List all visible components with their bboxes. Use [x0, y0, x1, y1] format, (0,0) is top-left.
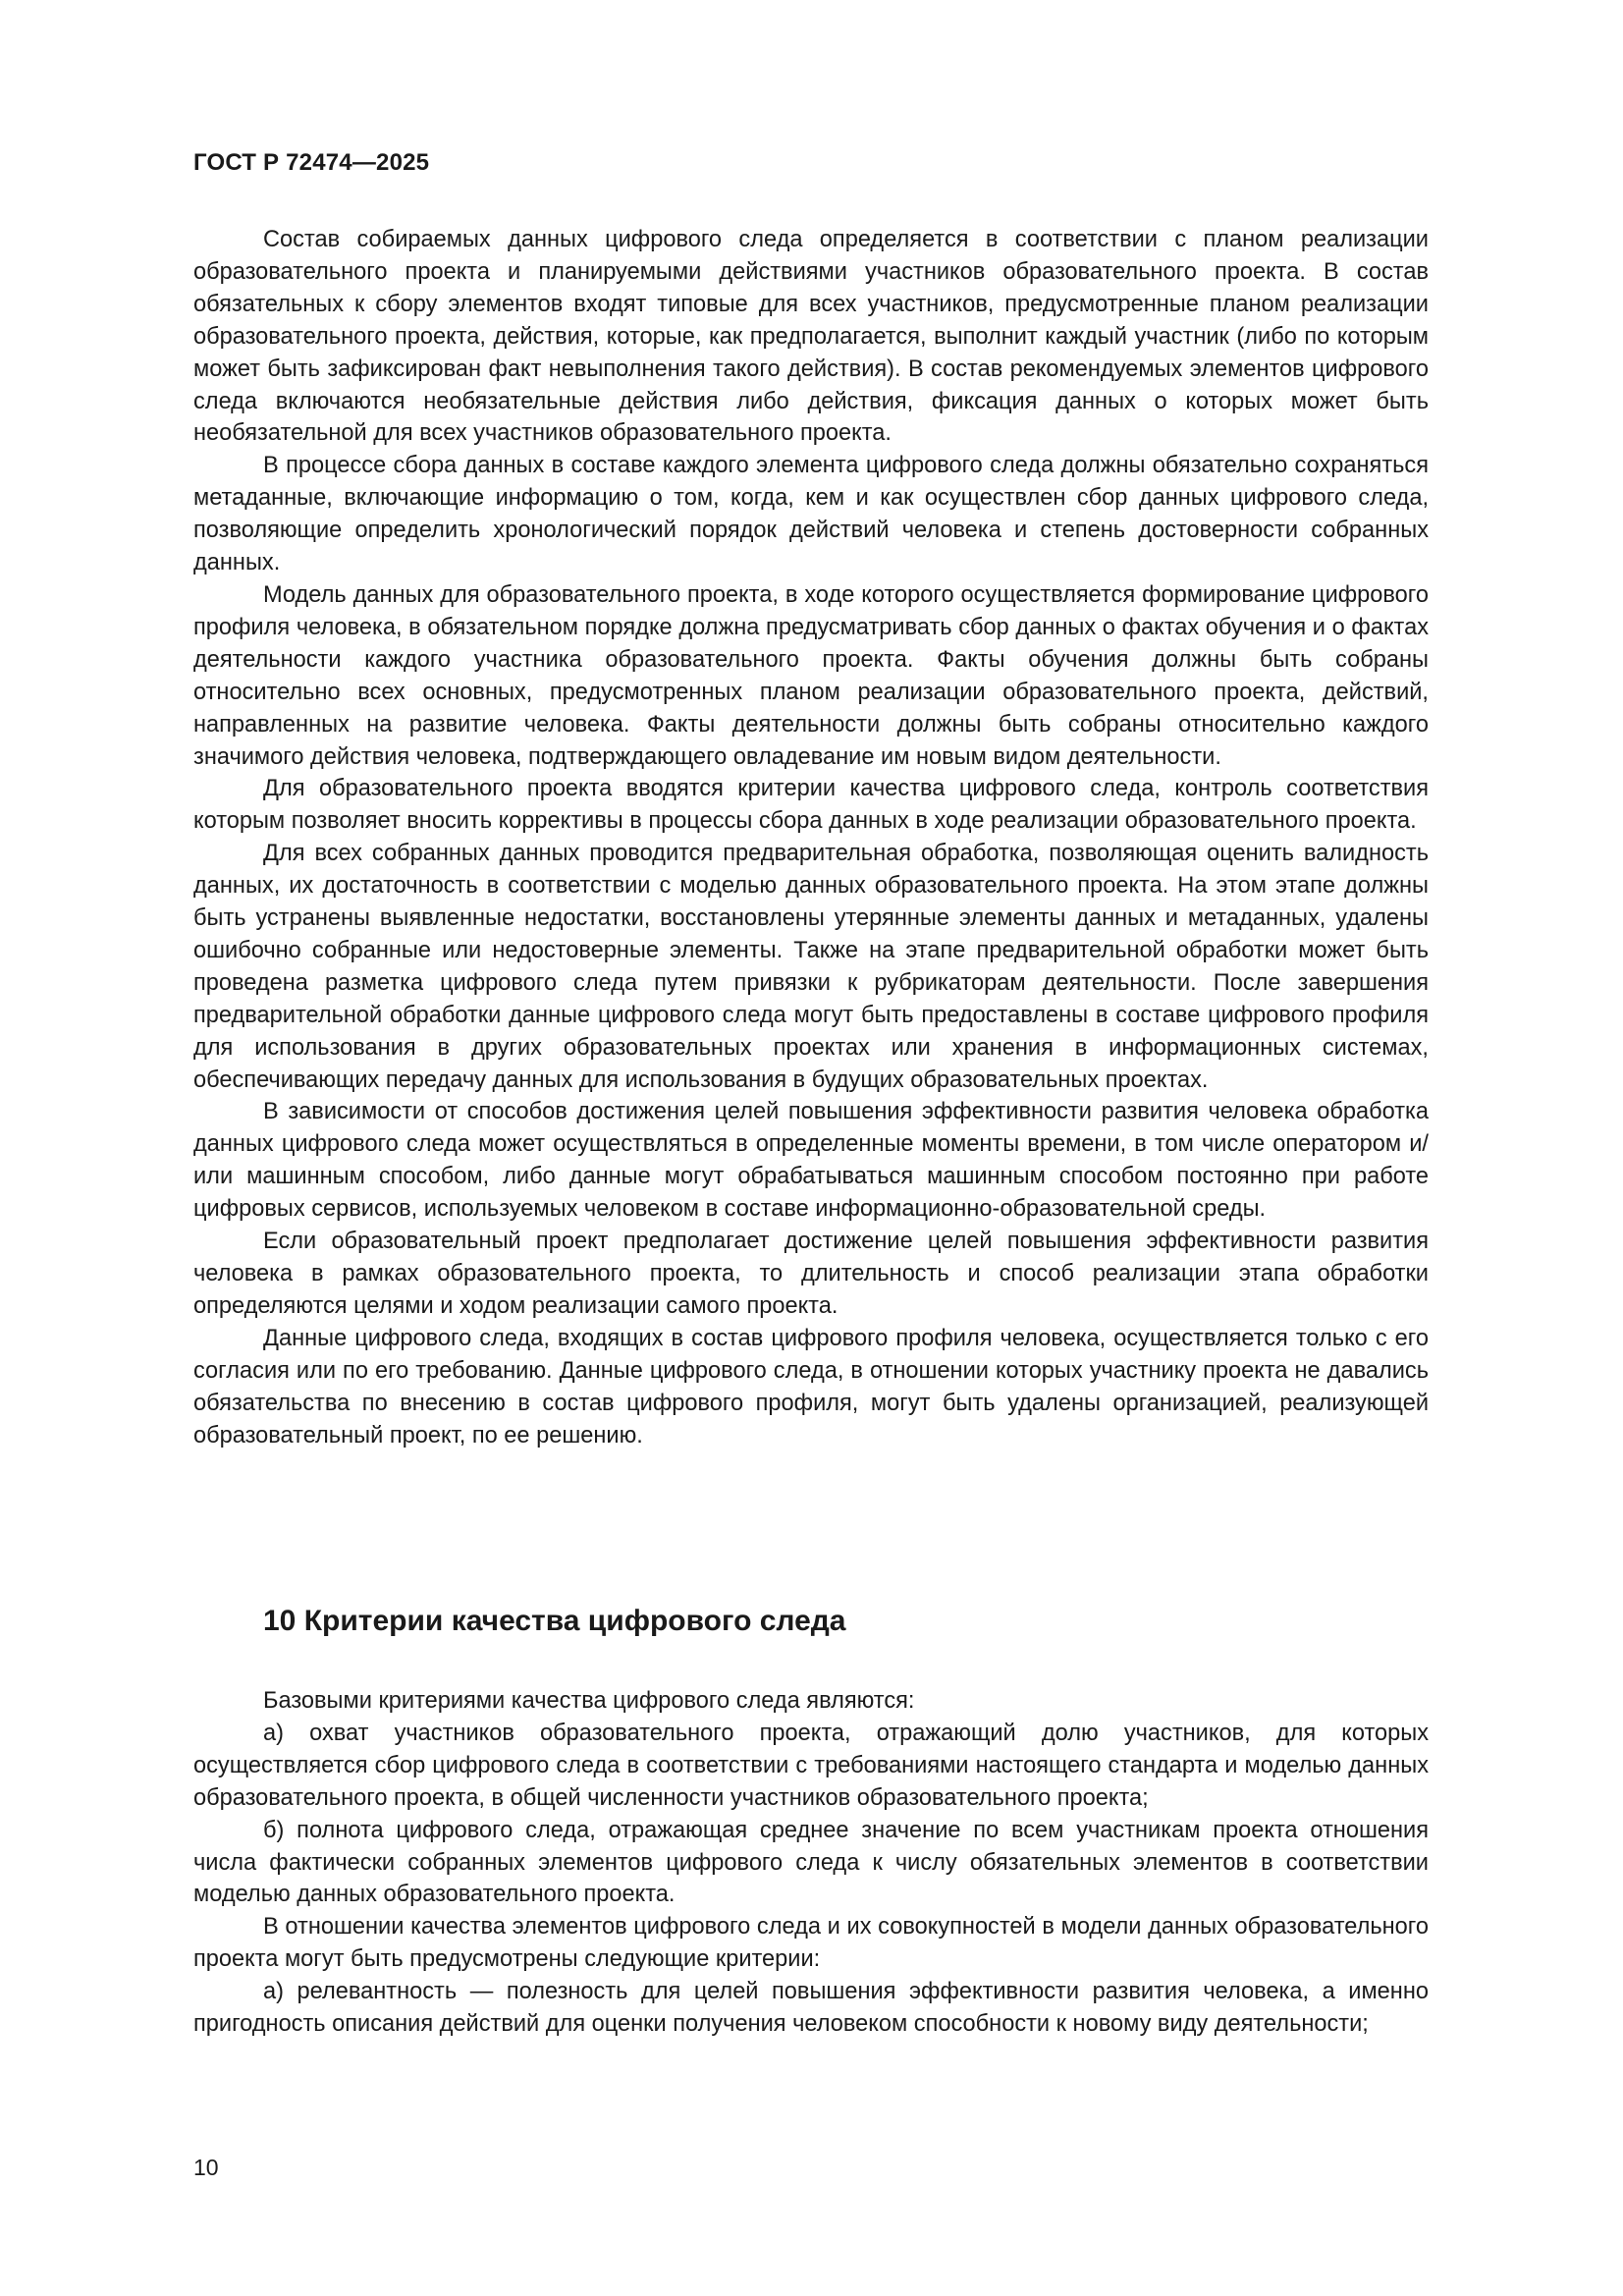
intro-text-block — [193, 224, 1429, 1451]
section-text-block — [193, 1685, 1429, 2041]
paragraph: Модель данных для образовательного проекта, в ходе которого осуществляется формирование цифрового профиля человека, в обязательном порядке должна предусматривать сбор данных о фактах обучения и о фактах деятельности каждого участника образовательного проекта. Факты обучения должны быть собраны относительно всех основных, предусмотренных планом реализации образовательного проекта, действий, направленных на развитие человека. Факты деятельности должны быть собраны относительно каждого значимого действия человека, подтверждающего овладевание им новым видом деятельности. — [193, 581, 1429, 770]
standard-code-header: ГОСТ Р 72474—2025 — [193, 149, 430, 176]
paragraph: Базовыми критериями качества цифрового следа являются: — [263, 1688, 915, 1714]
paragraph: Данные цифрового следа, входящих в состав цифрового профиля человека, осуществляется только с его согласия или по его требованию. Данные цифрового следа, в отношении которых участнику проекта не давались обязательства по внесению в состав цифрового профиля, могут быть удалены организацией, реализующей образовательный проект, по ее решению. — [193, 1325, 1429, 1449]
page-number: 10 — [193, 2155, 219, 2180]
paragraph: В зависимости от способов достижения целей повышения эффективности развития человека обработка данных цифрового следа может осуществляться в определенные моменты времени, в том числе оператором и/или машинным способом, либо данные могут обрабатываться машинным способом постоянно при работе цифровых сервисов, используемых человеком в составе информационно-образовательной среды. — [193, 1099, 1429, 1223]
list-item: а) релевантность — полезность для целей повышения эффективности развития человека, а именно пригодность описания действий для оценки получения человеком способности к новому виду деятельности; — [193, 1979, 1429, 2038]
paragraph: Для образовательного проекта вводятся критерии качества цифрового следа, контроль соответствия которым позволяет вносить коррективы в процессы сбора данных в ходе реализации образовательного проекта. — [193, 776, 1429, 835]
list-item: а) охват участников образовательного проекта, отражающий долю участников, для которых осуществляется сбор цифрового следа в соответствии с требованиями настоящего стандарта и моделью данных образовательного проекта, в общей численности участников образовательного проекта; — [193, 1720, 1429, 1811]
paragraph: Если образовательный проект предполагает достижение целей повышения эффективности развития человека в рамках образовательного проекта, то длительность и способ реализации этапа обработки определяются целями и ходом реализации самого проекта. — [193, 1229, 1429, 1319]
list-item: б) полнота цифрового следа, отражающая среднее значение по всем участникам проекта отношения числа фактически собранных элементов цифрового следа к числу обязательных элементов в соответствии моделью данных образовательного проекта. — [193, 1817, 1429, 1908]
paragraph: Для всех собранных данных проводится предварительная обработка, позволяющая оценить валидность данных, их достаточность в соответствии с моделью данных образовательного проекта. На этом этапе должны быть устранены выявленные недостатки, восстановлены утерянные элементы данных и метаданных, удалены ошибочно собранные или недостоверные элементы. Также на этапе предварительной обработки может быть проведена разметка цифрового следа путем привязки к рубрикаторам деятельности. После завершения предварительной обработки данные цифрового следа могут быть предоставлены в составе цифрового профиля для использования в других образовательных проектах или хранения в информационных системах, обеспечивающих передачу данных для использования в будущих образовательных проектах. — [193, 841, 1429, 1093]
paragraph: Состав собираемых данных цифрового следа определяется в соответствии с планом реализации образовательного проекта и планируемыми действиями участников образовательного проекта. В состав обязательных к сбору элементов входят типовые для всех участников, предусмотренные планом реализации образовательного проекта, действия, которые, как предполагается, выполнит каждый участник (либо по которым может быть зафиксирован факт невыполнения такого действия). В состав рекомендуемых элементов цифрового следа включаются необязательные действия либо действия, фиксация данных о которых может быть необязательной для всех участников образовательного проекта. — [193, 227, 1429, 447]
paragraph: В процессе сбора данных в составе каждого элемента цифрового следа должны обязательно сохраняться метаданные, включающие информацию о том, когда, кем и как осуществлен сбор данных цифрового следа, позволяющие определить хронологический порядок действий человека и степень достоверности собранных данных. — [193, 453, 1429, 576]
section-heading: 10 Критерии качества цифрового следа — [263, 1605, 846, 1637]
paragraph: В отношении качества элементов цифрового следа и их совокупностей в модели данных образовательного проекта могут быть предусмотрены следующие критерии: — [193, 1914, 1429, 1973]
